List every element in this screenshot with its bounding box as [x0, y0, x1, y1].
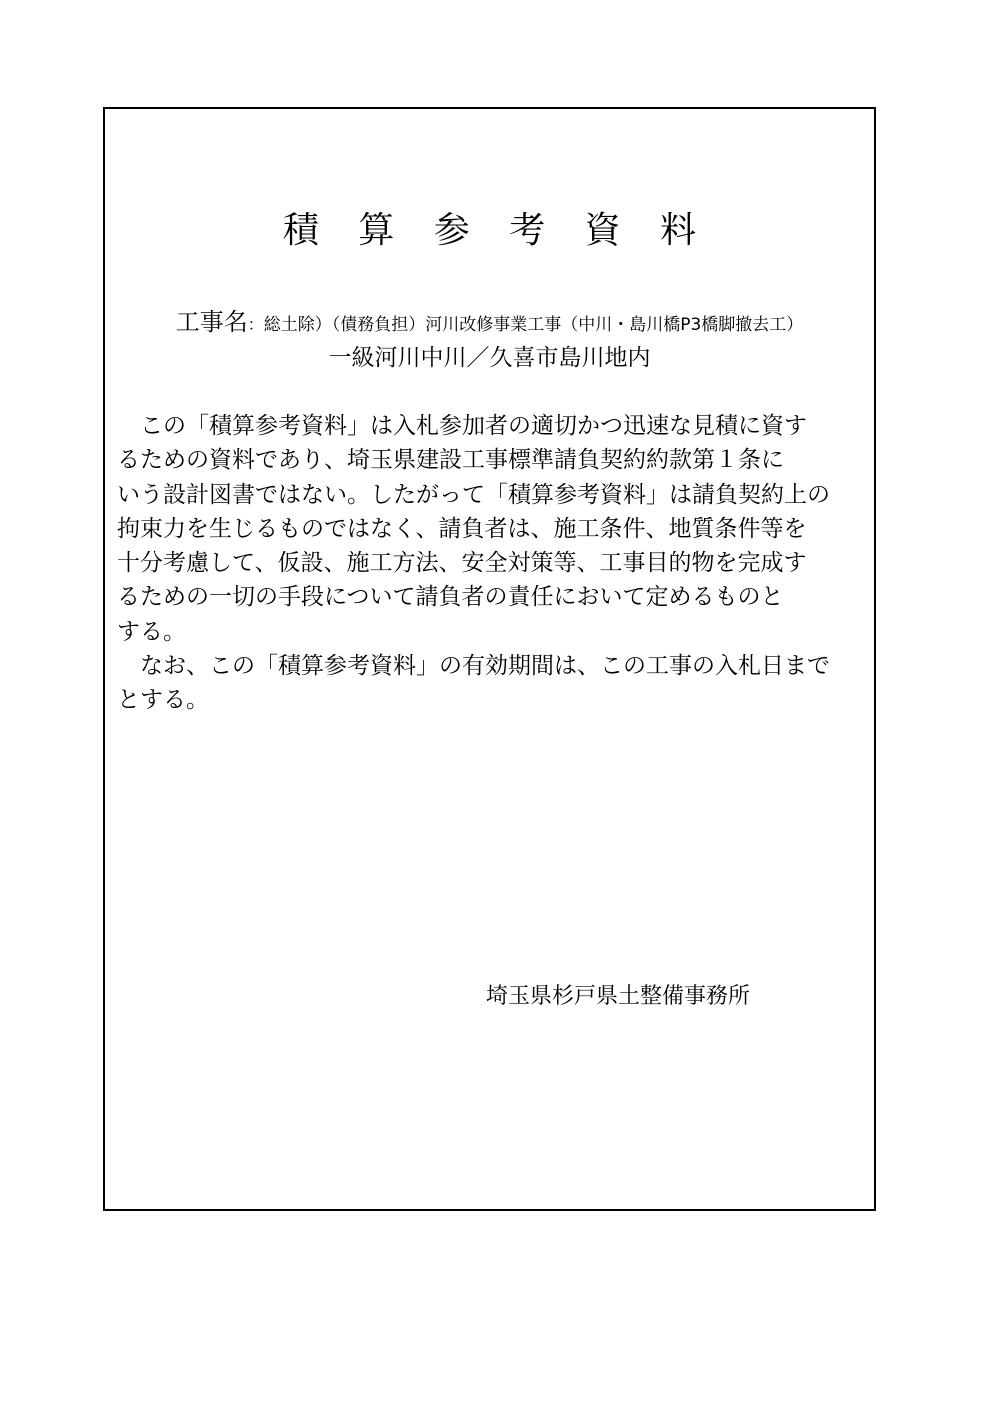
document-frame — [103, 107, 876, 1211]
paragraph-line: とする。 — [117, 687, 209, 714]
work-name-separator: ： — [247, 315, 264, 334]
paragraph-line: この「積算参考資料」は入札参加者の適切かつ迅速な見積に資す — [117, 413, 807, 439]
paragraph-1 — [117, 409, 862, 649]
work-name-value: 総土除）（債務負担）河川改修事業工事（中川・島川橋P3橋脚撤去工） — [263, 315, 804, 335]
paragraph-line: なお、この「積算参考資料」の有効期間は、この工事の入札日まで — [117, 653, 830, 680]
paragraph-line: いう設計図書ではない。したがって「積算参考資料」は請負契約上の — [117, 481, 830, 508]
issuing-office: 埼玉県杉戸県土整備事務所 — [486, 984, 751, 1009]
document-title: 積 算 参 考 資 料 — [282, 210, 711, 251]
work-location: 一級河川中川／久喜市島川地内 — [328, 345, 651, 371]
paragraph-line: 拘束力を生じるものではなく、請負者は、施工条件、地質条件等を — [117, 515, 807, 542]
work-name-line — [105, 307, 874, 340]
paragraph-2 — [117, 649, 862, 718]
body-text — [117, 409, 862, 718]
paragraph-line: 十分考慮して、仮設、施工方法、安全対策等、工事目的物を完成す — [117, 550, 807, 577]
paragraph-line: する。 — [117, 618, 186, 645]
work-name-label: 工事名 — [175, 308, 248, 336]
paragraph-line: るための一切の手段について請負者の責任において定めるものと — [117, 584, 784, 611]
paragraph-line: るための資料であり、埼玉県建設工事標準請負契約約款第１条に — [117, 447, 784, 474]
